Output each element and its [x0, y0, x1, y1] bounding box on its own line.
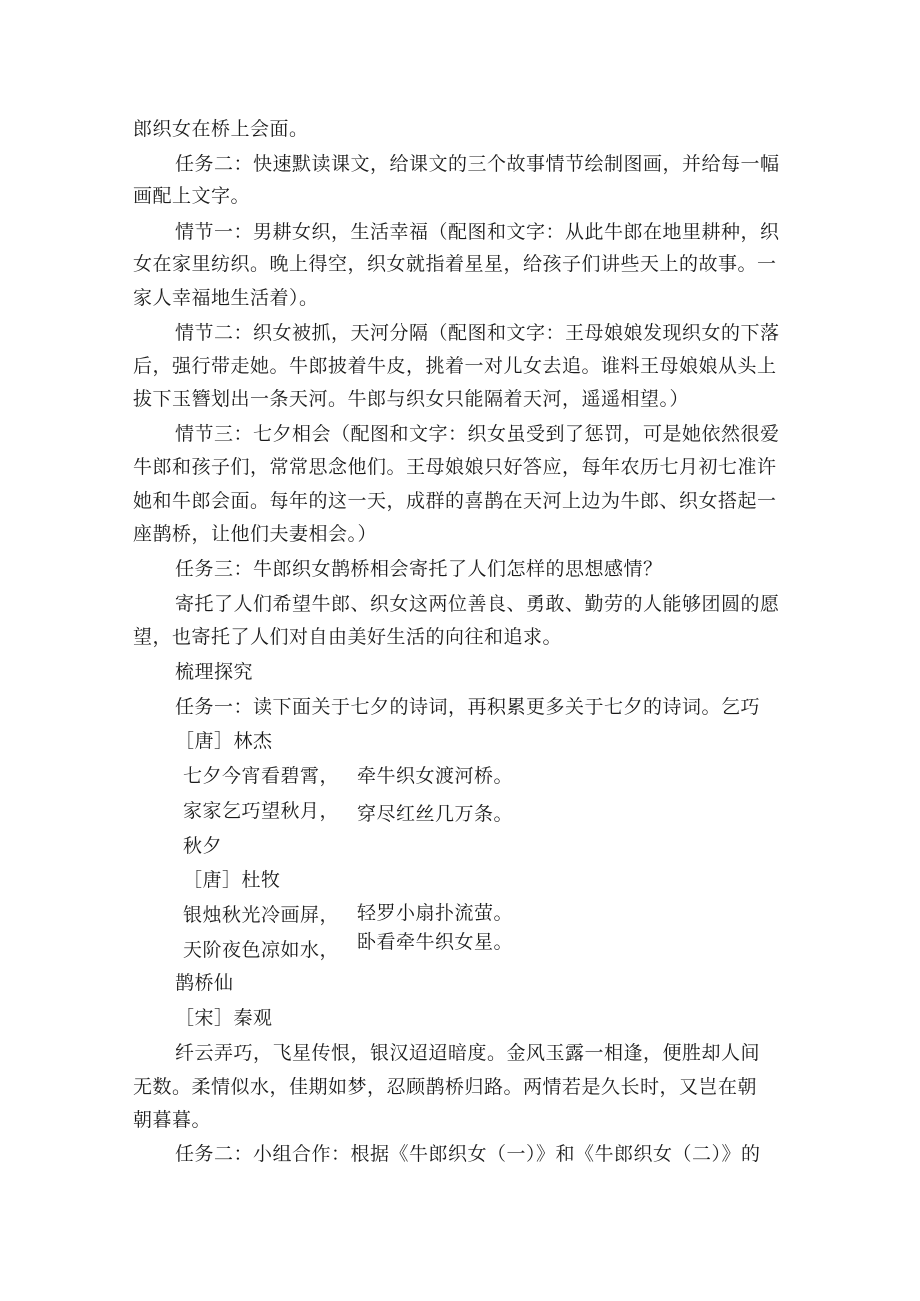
poem-verse-left: 天阶夜色凉如水， [183, 939, 340, 961]
paragraph-line: 纤云弄巧，飞星传恨，银汉迢迢暗度。金风玉露一相逢，便胜却人间 [175, 1042, 761, 1064]
paragraph-line: 郎织女在桥上会面。 [133, 118, 309, 140]
paragraph-line: 画配上文字。 [133, 185, 251, 207]
paragraph-line: 寄托了人们希望牛郎、织女这两位善良、勇敢、勤劳的人能够团圆的愿 [175, 593, 780, 615]
paragraph-line: 牛郎和孩子们，常常思念他们。王母娘娘只好答应，每年农历七月初七准许 [133, 456, 777, 478]
poem-title: 鹊桥仙 [175, 972, 234, 994]
poem-author: ［宋］秦观 [175, 1007, 273, 1029]
plot-two-line: 情节二：织女被抓，天河分隔（配图和文字：王母娘娘发现织女的下落 [175, 322, 780, 344]
poem-author: ［唐］林杰 [175, 730, 273, 752]
paragraph-line: 无数。柔情似水，佳期如梦，忍顾鹊桥归路。两情若是久长时，又岂在朝 [133, 1076, 758, 1098]
poem-verse-right: 轻罗小扇扑流萤。 [357, 902, 514, 924]
paragraph-line: 座鹊桥，让他们夫妻相会。） [133, 523, 378, 545]
poem-verse-right: 卧看牵牛织女星。 [357, 931, 514, 953]
poem-title: 秋夕 [183, 835, 223, 857]
task-two-heading: 任务二：小组合作：根据《牛郎织女（一）》和《牛郎织女（二）》的 [175, 1143, 761, 1165]
poem-verse-left: 家家乞巧望秋月， [183, 800, 340, 822]
task-one-heading: 任务一：读下面关于七夕的诗词，再积累更多关于七夕的诗词。乞巧 [175, 696, 761, 718]
paragraph-line: 后，强行带走她。牛郎披着牛皮，挑着一对儿女去追。谁料王母娘娘从头上 [133, 355, 777, 377]
paragraph-line: 女在家里纺织。晚上得空，织女就指着星星，给孩子们讲些天上的故事。一 [133, 253, 777, 275]
plot-three-line: 情节三：七夕相会（配图和文字：织女虽受到了惩罚，可是她依然很爱 [175, 423, 780, 445]
poem-author: ［唐］杜牧 [183, 869, 281, 891]
poem-verse-left: 七夕今宵看碧霄， [183, 765, 340, 787]
task-two-heading: 任务二：快速默读课文，给课文的三个故事情节绘制图画，并给每一幅 [175, 153, 780, 175]
poem-verse-right: 穿尽红丝几万条。 [357, 803, 514, 825]
poem-verse-right: 牵牛织女渡河桥。 [357, 765, 514, 787]
paragraph-line: 朝暮暮。 [133, 1109, 212, 1131]
poem-verse-left: 银烛秋光冷画屏， [183, 904, 340, 926]
plot-one-line: 情节一：男耕女织，生活幸福（配图和文字：从此牛郎在地里耕种，织 [175, 221, 780, 243]
paragraph-line: 拔下玉簪划出一条天河。牛郎与织女只能隔着天河，遥遥相望。） [133, 388, 690, 410]
paragraph-line: 家人幸福地生活着）。 [133, 287, 319, 309]
paragraph-line: 望，也寄托了人们对自由美好生活的向往和追求。 [133, 626, 563, 648]
task-three-heading: 任务三：牛郎织女鹊桥相会寄托了人们怎样的思想感情？ [175, 558, 663, 580]
section-heading: 梳理探究 [175, 661, 254, 683]
paragraph-line: 她和牛郎会面。每年的这一天，成群的喜鹊在天河上边为牛郎、织女搭起一 [133, 490, 777, 512]
